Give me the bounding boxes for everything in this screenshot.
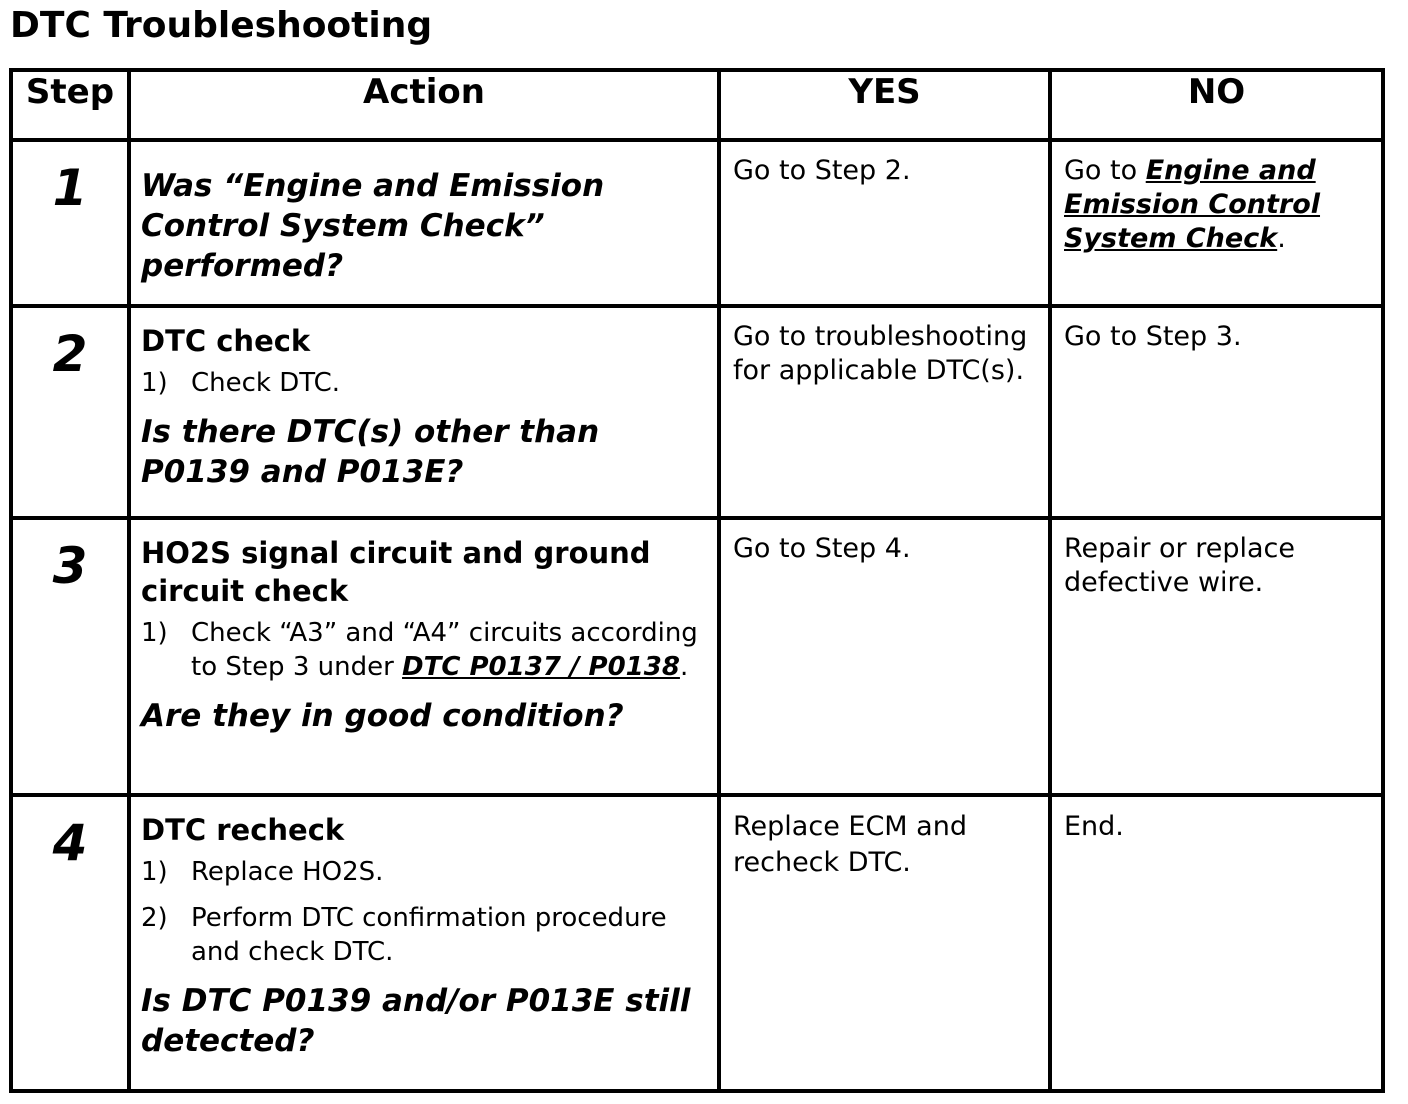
action-cell	[129, 518, 719, 795]
no-cell	[1050, 795, 1383, 1091]
action-question: Was “Engine and Emission Control System Check” performed?	[141, 168, 605, 284]
step-cell	[11, 140, 129, 306]
action-heading: DTC check	[141, 324, 311, 358]
engine-emission-check-link[interactable]: Engine and Emission Control System Check	[1064, 155, 1321, 254]
no-text: End.	[1064, 811, 1124, 842]
dtc-p0137-p0138-link[interactable]: DTC P0137 / P0138	[402, 652, 680, 682]
column-header-yes: YES	[719, 70, 1050, 140]
step-number: 4	[52, 814, 88, 872]
page-title: DTC Troubleshooting	[10, 5, 433, 46]
item-text	[191, 616, 707, 684]
step-cell	[11, 795, 129, 1091]
item-number: 1)	[141, 368, 168, 398]
item-text-suffix: .	[679, 652, 689, 682]
action-steps	[141, 855, 707, 969]
yes-cell	[719, 518, 1050, 795]
no-cell	[1050, 140, 1383, 306]
action-heading: DTC recheck	[141, 813, 345, 847]
yes-text: Replace ECM and recheck DTC.	[733, 811, 967, 878]
action-heading: HO2S signal circuit and ground circuit check	[141, 536, 651, 608]
yes-cell	[719, 795, 1050, 1091]
table-row	[11, 795, 1383, 1091]
yes-text: Go to troubleshooting for applicable DTC(s).	[733, 321, 1028, 386]
action-cell	[129, 140, 719, 306]
step-cell	[11, 306, 129, 518]
no-text	[1052, 142, 1381, 256]
item-number: 1)	[141, 857, 168, 887]
table-row	[11, 140, 1383, 306]
no-cell	[1050, 518, 1383, 795]
yes-text: Go to Step 2.	[733, 155, 911, 186]
action-question: Are they in good condition?	[141, 698, 624, 734]
yes-text: Go to Step 4.	[733, 533, 911, 564]
action-cell	[129, 306, 719, 518]
column-header-no: NO	[1050, 70, 1383, 140]
no-text-suffix: .	[1277, 223, 1286, 254]
list-item	[141, 901, 707, 969]
item-text: Perform DTC confirmation procedure and check DTC.	[191, 903, 667, 967]
item-number: 1)	[141, 618, 168, 648]
step-cell	[11, 518, 129, 795]
no-text-prefix: Go to	[1064, 155, 1146, 186]
table-row	[11, 518, 1383, 795]
column-header-action: Action	[129, 70, 719, 140]
action-question: Is DTC P0139 and/or P013E still detected?	[141, 983, 691, 1059]
step-number: 3	[52, 537, 88, 595]
item-text: Check DTC.	[191, 368, 341, 398]
troubleshooting-table	[9, 68, 1385, 1093]
list-item	[141, 366, 707, 400]
column-header-step: Step	[11, 70, 129, 140]
item-number: 2)	[141, 903, 168, 933]
no-cell	[1050, 306, 1383, 518]
item-text-prefix: Check “A3” and “A4” circuits according to Step 3 under	[191, 618, 698, 682]
action-steps	[141, 616, 707, 684]
action-steps	[141, 366, 707, 400]
item-text: Replace HO2S.	[191, 857, 384, 887]
table-row	[11, 306, 1383, 518]
list-item	[141, 855, 707, 889]
yes-cell	[719, 140, 1050, 306]
action-question: Is there DTC(s) other than P0139 and P013E?	[141, 414, 600, 490]
step-number: 1	[52, 159, 88, 217]
action-cell	[129, 795, 719, 1091]
header-row	[11, 70, 1383, 140]
list-item	[141, 616, 707, 684]
yes-cell	[719, 306, 1050, 518]
no-text: Repair or replace defective wire.	[1064, 533, 1295, 598]
step-number: 2	[52, 325, 88, 383]
no-text: Go to Step 3.	[1064, 321, 1242, 352]
